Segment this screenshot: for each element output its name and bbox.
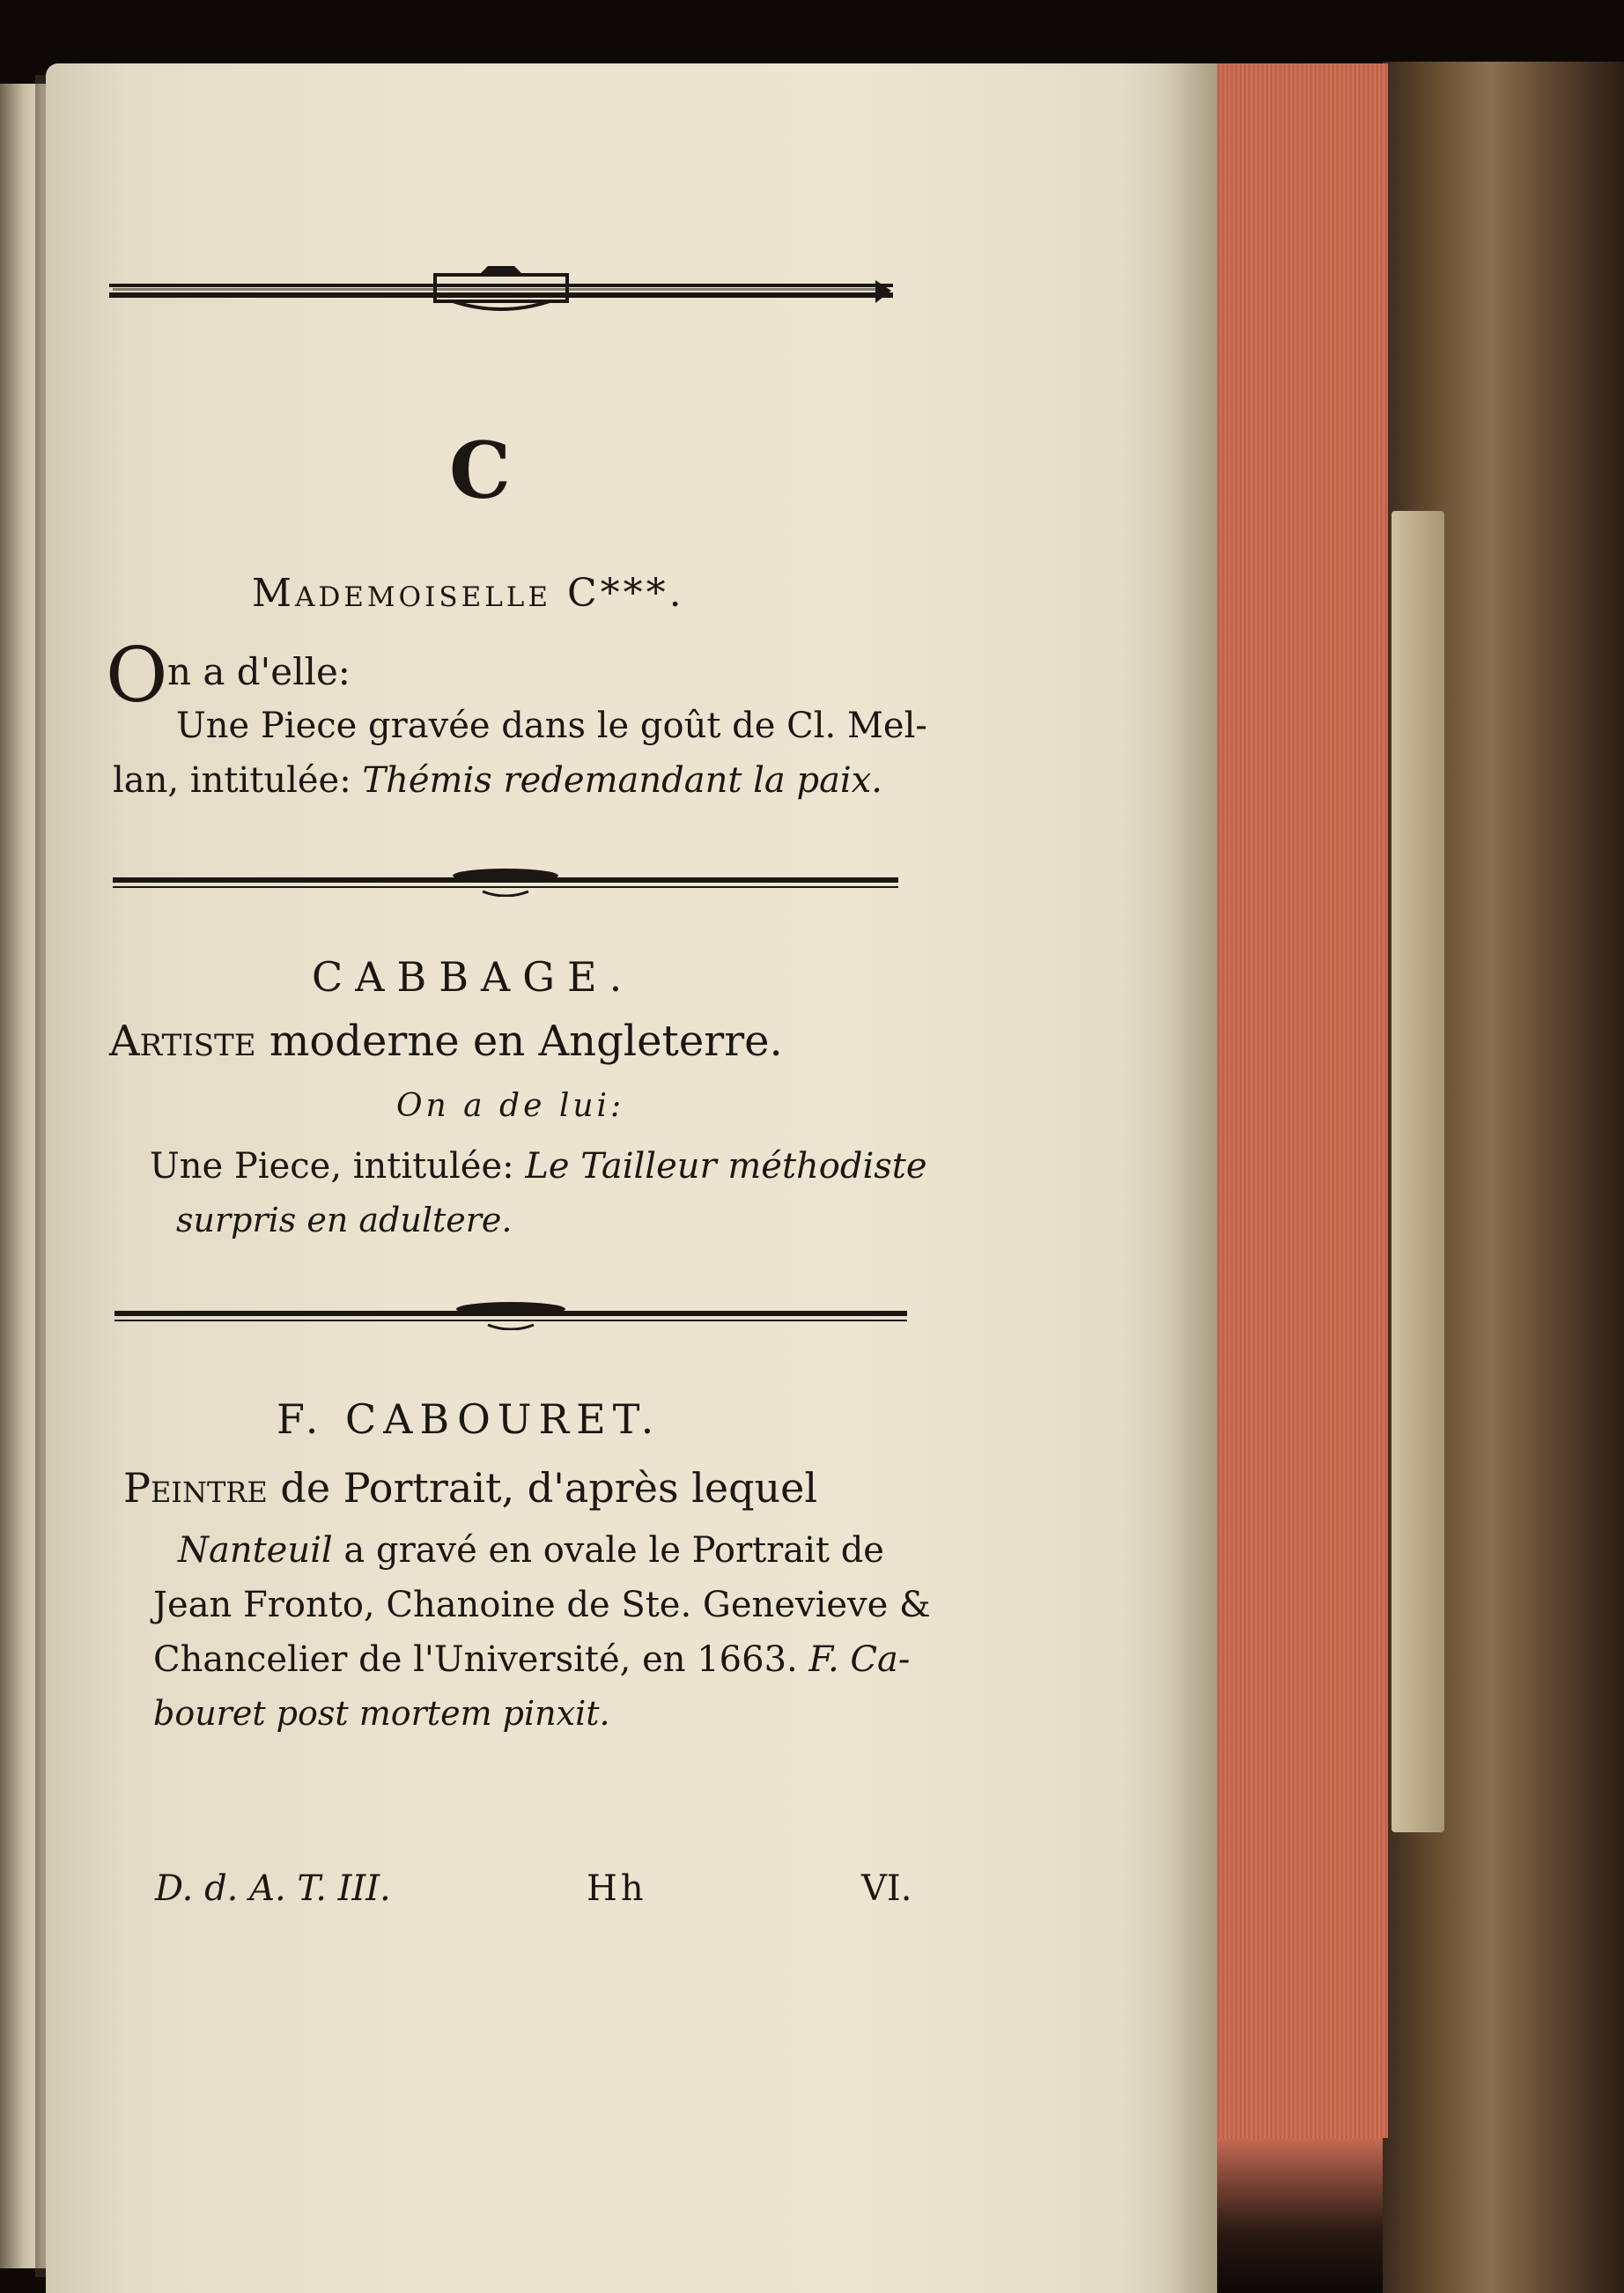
entry-text: Chancelier de l'Université, en 1663. [153,1639,809,1680]
entry-text-line [153,1639,911,1680]
page-edge-shadow [1164,63,1217,2293]
ornamental-rule [114,1298,907,1330]
drop-initial: O [106,632,168,720]
entry-subtitle-caps: Peintre [123,1464,268,1512]
entry-text-line [150,1146,927,1187]
entry-text-line [113,760,882,801]
entry-subtitle [123,1464,818,1512]
top-ornamental-rule [109,264,893,317]
entry-text: a gravé en ovale le Portrait de [332,1530,884,1571]
entry-heading: Mademoiselle C***. [252,571,685,616]
entry-credit: F. Ca- [808,1639,911,1680]
ornamental-initial: C [449,425,512,516]
entry-text-line: bouret post mortem pinxit. [153,1694,610,1733]
entry-heading: CABBAGE. [312,953,635,1001]
entry-title: Thémis redemandant la paix. [362,760,882,801]
entry-text-line [178,1530,884,1571]
entry-text: lan, intitulée: [113,760,363,801]
engraver-name: Nanteuil [178,1530,333,1571]
footer-signature: D. d. A. T. III. [155,1868,391,1909]
entry-subtitle-caps: Artiste [109,1017,256,1066]
entry-text-line: Jean Fronto, Chanoine de Ste. Genevieve & [153,1585,931,1625]
binding-panel [1391,511,1444,1832]
entry-note: On a de lui: [396,1088,625,1124]
entry-title: Le Tailleur méthodiste [525,1146,927,1187]
entry-text-line: Une Piece gravée dans le goût de Cl. Mel- [176,706,927,746]
entry-subtitle-text: de Portrait, d'après lequel [267,1464,818,1512]
footer-gathering: Hh [587,1868,647,1909]
footer-sheet: VI. [861,1868,912,1909]
ornamental-rule [113,865,898,897]
entry-subtitle-text: moderne en Angleterre. [255,1017,783,1066]
entry-text: Une Piece, intitulée: [150,1146,526,1187]
entry-heading: F. CABOURET. [277,1395,661,1443]
entry-intro: n a d'elle: [167,650,351,693]
entry-subtitle [109,1017,783,1066]
entry-text-line: surpris en adultere. [176,1201,513,1239]
